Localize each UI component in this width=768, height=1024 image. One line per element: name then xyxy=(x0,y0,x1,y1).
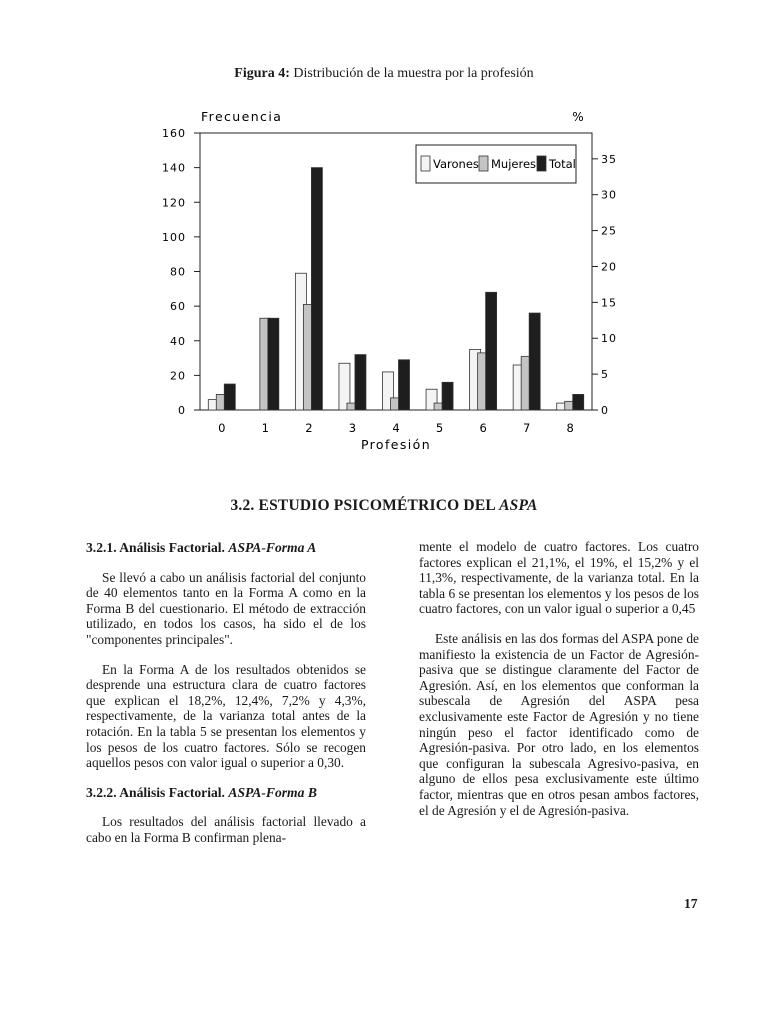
paragraph: Este análisis en las dos formas del ASPA pone de manifiesto la existencia de un Factor de Agresión-pasiva que se distingue claramente del Factor de Agresión. Así, en los elementos que conforman la subescala de Agresión del ASPA pesa exclusivamente este Factor de Agresión y no tiene ningún peso el factor identificado como de Agresión-pasiva. Por otro lado, en los elementos que configuran la subescala Agresivo-pasiva, en alguno de ellos pesa exclusivamente este último factor, mientras que en otros pesan ambos factores, el de Agresión y el de Agresión-pasiva. xyxy=(419,630,699,818)
y-tick-label: 0 xyxy=(178,404,186,417)
subsection-heading-text: 3.2.2. Análisis Factorial. xyxy=(86,784,225,800)
y2-axis-label: % xyxy=(572,110,584,124)
y-tick-label: 40 xyxy=(170,334,186,348)
legend-label: Total xyxy=(549,157,576,171)
y2-tick-label: 30 xyxy=(601,188,617,202)
subsection-heading-emphasis: ASPA-Forma B xyxy=(228,784,317,800)
y2-tick-label: 25 xyxy=(601,224,617,238)
subsection-heading-forma-b xyxy=(86,785,366,801)
y-tick-label: 120 xyxy=(162,196,186,210)
paragraph: Se llevó a cabo un análisis factorial del conjunto de 40 elementos tanto en la Forma A como en la Forma B del cuestionario. El método de extracción utilizado, en todos los casos, ha sido el de los "componentes principales". xyxy=(86,569,366,647)
legend-swatch xyxy=(479,156,488,171)
legend-label: Varones xyxy=(433,157,479,171)
bar-total xyxy=(268,318,279,410)
bar-total xyxy=(399,360,410,410)
x-tick-label: 2 xyxy=(305,421,313,435)
section-title-emphasis: ASPA xyxy=(499,497,538,514)
y-tick-label: 20 xyxy=(170,369,186,383)
x-tick-label: 8 xyxy=(566,421,574,435)
legend-swatch xyxy=(537,156,546,171)
figure-caption-text: Distribución de la muestra por la profesión xyxy=(293,66,534,81)
bar-total xyxy=(573,394,584,410)
y-tick-label: 160 xyxy=(162,127,186,140)
x-tick-label: 6 xyxy=(479,421,487,435)
bar-chart xyxy=(0,0,768,470)
y-tick-label: 80 xyxy=(170,265,186,279)
left-column xyxy=(86,540,366,860)
page-number: 17 xyxy=(684,896,698,911)
paragraph: mente el modelo de cuatro factores. Los cuatro factores explican el 21,1%, el 19%, el 15,2% y el 11,3%, respectivamente, de la varianza total. En la tabla 6 se presentan los elementos y los pesos de los cuatro factores, con un valor igual o superior a 0,45 xyxy=(419,539,699,617)
bar-total xyxy=(355,355,366,410)
y2-tick-label: 0 xyxy=(601,404,609,417)
legend-label: Mujeres xyxy=(491,157,537,171)
paragraph: Los resultados del análisis factorial llevado a cabo en la Forma B confirman plena- xyxy=(86,814,366,845)
legend-swatch xyxy=(421,156,430,171)
section-title xyxy=(0,497,768,515)
x-tick-label: 7 xyxy=(523,421,531,435)
section-title-text: 3.2. ESTUDIO PSICOMÉTRICO DEL xyxy=(230,497,496,514)
subsection-heading-forma-a xyxy=(86,540,366,556)
bar-total xyxy=(442,382,453,410)
bar-total xyxy=(486,292,497,410)
figure-label: Figura 4: xyxy=(234,66,290,81)
subsection-heading-text: 3.2.1. Análisis Factorial. xyxy=(86,540,225,555)
right-column xyxy=(419,539,699,832)
subsection-heading-emphasis: ASPA-Forma A xyxy=(228,540,317,555)
y2-tick-label: 20 xyxy=(601,260,617,274)
bar-total xyxy=(311,168,322,410)
x-tick-label: 4 xyxy=(392,421,400,435)
x-tick-label: 5 xyxy=(435,421,444,435)
y2-tick-label: 35 xyxy=(601,152,617,166)
x-tick-label: 0 xyxy=(218,421,226,435)
y-tick-label: 140 xyxy=(162,161,186,175)
x-tick-label: 3 xyxy=(348,421,357,435)
y2-tick-label: 5 xyxy=(601,368,609,382)
bar-total xyxy=(529,313,540,410)
y-tick-label: 100 xyxy=(162,230,186,244)
x-axis-label: Profesión xyxy=(360,437,432,452)
y2-tick-label: 15 xyxy=(601,296,617,310)
paragraph: En la Forma A de los resultados obtenidos se desprende una estructura clara de cuatro factores que explican el 18,2%, 12,4%, 7,2% y 4,3%, respectivamente, de la varianza total antes de la rotación. En la tabla 5 se presentan los elementos y los pesos de los cuatro factores. Sólo se recogen aquellos pesos con valor igual o superior a 0,30. xyxy=(86,661,366,771)
y2-tick-label: 10 xyxy=(601,332,617,346)
x-tick-label: 1 xyxy=(261,421,269,435)
y-tick-label: 60 xyxy=(170,300,186,314)
bar-total xyxy=(224,384,235,410)
y-axis-label: Frecuencia xyxy=(201,109,283,124)
